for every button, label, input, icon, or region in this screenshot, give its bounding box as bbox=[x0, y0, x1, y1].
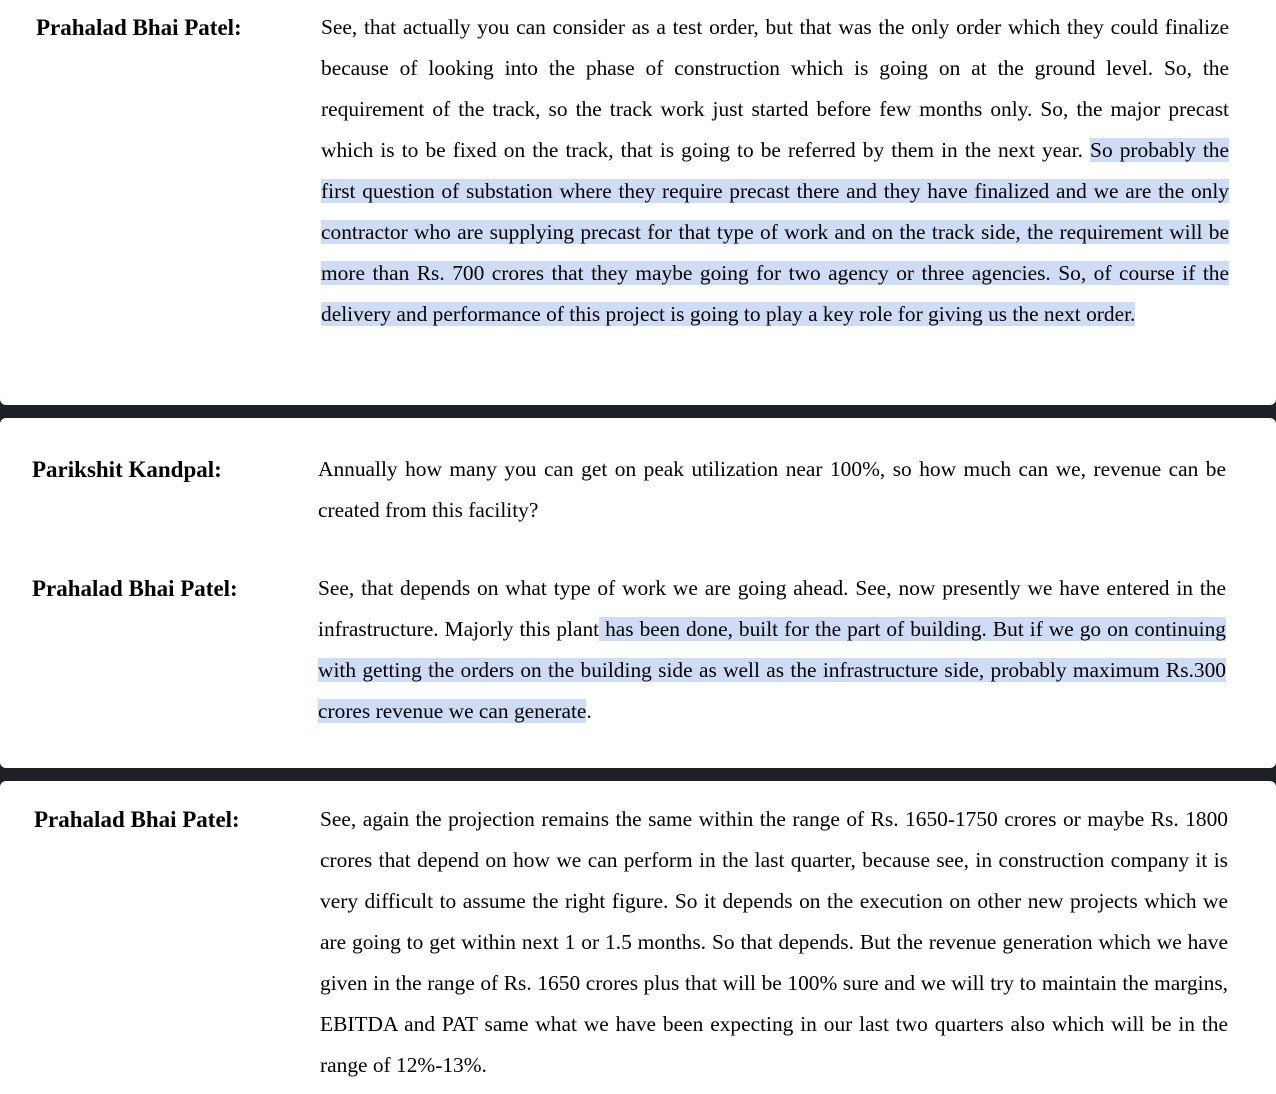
speech-text-plain-end: . bbox=[586, 699, 592, 723]
speech-text-plain: See, again the projection remains the same within the range of Rs. 1650-1750 crores or maybe Rs. 1800 crores that depend on how we can perform in the last quarter, because see, in construction company it is very difficult to assume the right figure. So it depends on the execution on other new projects which we are going to get within next 1 or 1.5 months. So that depends. But the revenue generation which we have given in the range of Rs. 1650 crores plus that will be 100% sure and we will try to maintain the margins, EBITDA and PAT same what we have been expecting in our last two quarters also which will be in the range of 12%-13%. bbox=[320, 807, 1228, 1077]
speaker-name: Prahalad Bhai Patel: bbox=[34, 807, 240, 832]
transcript-card-1 bbox=[0, 0, 1276, 405]
speech-text-highlight[interactable]: has been done, built for the part of building. But if we go on continuing with getting the orders on the building side as well as the infrastructure side, probably maximum Rs.300 crores revenue we can generate bbox=[318, 617, 1226, 723]
speech-text bbox=[318, 568, 1226, 732]
transcript-card-2 bbox=[0, 418, 1276, 768]
speaker-name: Parikshit Kandpal: bbox=[32, 457, 222, 482]
speech-text-plain: Annually how many you can get on peak utilization near 100%, so how much can we, revenue can be created from this facility? bbox=[318, 457, 1226, 522]
speaker-name: Prahalad Bhai Patel: bbox=[36, 15, 242, 40]
transcript-card-3 bbox=[0, 781, 1276, 1094]
speech-text bbox=[318, 449, 1226, 531]
speaker-name: Prahalad Bhai Patel: bbox=[32, 576, 238, 601]
speech-text-plain: See, that depends on what type of work we are going ahead. See, now presently we have entered in the infrastructure. Majorly this plant bbox=[318, 576, 1226, 641]
speech-text-highlight[interactable]: So probably the first question of substation where they require precast there and they have finalized and we are the only contractor who are supplying precast for that type of work and on the track side, the requirement will be more than Rs. 700 crores that they maybe going for two agency or three agencies. So, of course if the delivery and performance of this project is going to play a key role for giving us the next order. bbox=[321, 138, 1229, 326]
speech-text bbox=[321, 7, 1229, 335]
speech-text bbox=[320, 799, 1228, 1086]
speech-text-plain: See, that actually you can consider as a test order, but that was the only order which they could finalize because of looking into the phase of construction which is going on at the ground level. So, the requirement of the track, so the track work just started before few months only. So, the major precast which is to be fixed on the track, that is going to be referred by them in the next year. bbox=[321, 15, 1229, 162]
